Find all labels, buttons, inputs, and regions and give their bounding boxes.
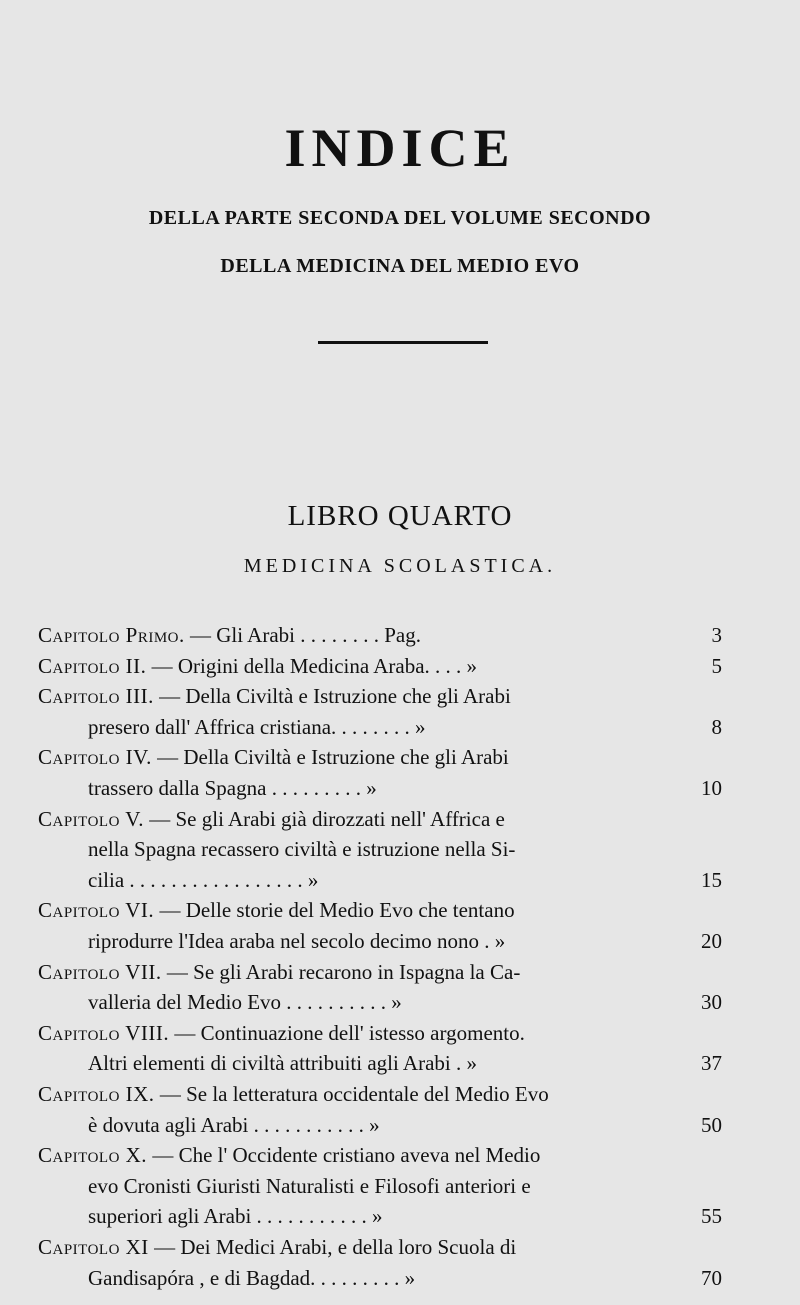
chapter-title: — Della Civiltà e Istruzione che gli Arabi (151, 745, 509, 770)
chapter-label: Capitolo Primo. (38, 623, 185, 647)
page-number: 30 (701, 990, 722, 1015)
chapter-title-continued: evo Cronisti Giuristi Naturalisti e Filosofi anteriori e (88, 1173, 531, 1198)
toc-line (0, 742, 800, 772)
chapter-title: — Dei Medici Arabi, e della loro Scuola di (148, 1235, 517, 1259)
chapter-label: Capitolo X. (38, 1143, 148, 1168)
toc-line (0, 1263, 800, 1293)
toc-line (0, 1140, 800, 1170)
toc-line (0, 773, 800, 803)
chapter-title: — Se gli Arabi recarono in Ispagna la Ca- (161, 959, 521, 984)
toc-entry-text (38, 1232, 516, 1262)
chapter-title: — Se la letteratura occidentale del Medio Evo (154, 1082, 549, 1106)
page-number: 10 (701, 776, 722, 800)
toc-line (0, 865, 800, 895)
toc-entry-text (38, 620, 421, 650)
toc-line (0, 1232, 800, 1262)
subtitle-volume: DELLA PARTE SECONDA DEL VOLUME SECONDO (148, 207, 652, 229)
chapter-title: — Se gli Arabi già dirozzati nell' Affrica e (143, 806, 505, 831)
toc-entry-text (38, 895, 515, 925)
book-title: LIBRO QUARTO (287, 500, 513, 532)
chapter-label: Capitolo II. (38, 653, 147, 678)
toc-entry-text (38, 957, 520, 987)
page-number: 37 (701, 1051, 722, 1076)
chapter-title: — Della Civiltà e Istruzione che gli Arabi (153, 684, 511, 709)
chapter-title: — Continuazione dell' istesso argomento. (169, 1020, 525, 1045)
page-number: 50 (701, 1112, 722, 1137)
page-number: 3 (711, 623, 722, 647)
chapter-label: Capitolo XI (38, 1235, 149, 1259)
toc-entry-text (38, 804, 505, 834)
toc-line (0, 987, 800, 1017)
chapter-title-continued: trassero dalla Spagna . . . . . . . . . » (88, 776, 377, 800)
chapter-label: Capitolo IV. (38, 745, 152, 770)
page-number: 70 (701, 1265, 722, 1290)
toc-entry-text (38, 681, 511, 711)
page-number: 20 (701, 929, 722, 953)
toc-line (0, 1110, 800, 1140)
chapter-title-continued: Gandisapóra , e di Bagdad. . . . . . . . . » (88, 1265, 416, 1290)
page-number: 8 (711, 714, 722, 739)
page-number: 15 (701, 867, 722, 892)
chapter-title: — Gli Arabi . . . . . . . . Pag. (184, 623, 421, 647)
toc-line (0, 1079, 800, 1109)
toc-line (0, 926, 800, 956)
toc-line (0, 804, 800, 834)
toc-line (0, 1171, 800, 1201)
index-title: INDICE (284, 118, 516, 178)
toc-line (0, 1018, 800, 1048)
toc-line (0, 681, 800, 711)
chapter-title-continued: Altri elementi di civiltà attribuiti agli Arabi . » (88, 1051, 477, 1076)
toc-line (0, 651, 800, 681)
chapter-title: — Che l' Occidente cristiano aveva nel Medio (147, 1143, 541, 1168)
toc-line (0, 895, 800, 925)
chapter-label: Capitolo VIII. (38, 1020, 170, 1045)
toc-entry-text (38, 651, 477, 681)
divider-rule (318, 341, 488, 344)
chapter-title-continued: nella Spagna recassero civiltà e istruzione nella Si- (88, 837, 516, 862)
chapter-title: — Delle storie del Medio Evo che tentano (154, 898, 515, 923)
section-title: MEDICINA SCOLASTICA. (243, 555, 557, 577)
page-number: 55 (701, 1204, 722, 1229)
toc-line (0, 620, 800, 650)
chapter-label: Capitolo VI. (38, 898, 155, 923)
chapter-title-continued: cilia . . . . . . . . . . . . . . . . . » (88, 867, 319, 892)
toc-line (0, 957, 800, 987)
chapter-label: Capitolo IX. (38, 1082, 155, 1106)
subtitle-medicine: DELLA MEDICINA DEL MEDIO EVO (220, 255, 580, 277)
chapter-title: — Origini della Medicina Araba. . . . » (146, 653, 478, 678)
chapter-label: Capitolo III. (38, 684, 154, 709)
toc-entry-text (38, 1140, 540, 1170)
chapter-title-continued: presero dall' Affrica cristiana. . . . . . . . » (88, 714, 426, 739)
chapter-label: Capitolo V. (38, 806, 144, 831)
chapter-title-continued: valleria del Medio Evo . . . . . . . . . . » (88, 990, 402, 1015)
chapter-title-continued: è dovuta agli Arabi . . . . . . . . . . . » (88, 1112, 380, 1137)
chapter-label: Capitolo VII. (38, 959, 162, 984)
chapter-title-continued: riprodurre l'Idea araba nel secolo decimo nono . » (88, 929, 506, 953)
toc-entry-text (38, 1079, 549, 1109)
toc-line (0, 712, 800, 742)
toc-line (0, 1201, 800, 1231)
toc-entry-text (38, 1018, 525, 1048)
toc-line (0, 834, 800, 864)
toc-line (0, 1048, 800, 1078)
page-number: 5 (711, 653, 722, 678)
chapter-title-continued: superiori agli Arabi . . . . . . . . . . . » (88, 1204, 383, 1229)
toc-entry-text (38, 742, 509, 772)
